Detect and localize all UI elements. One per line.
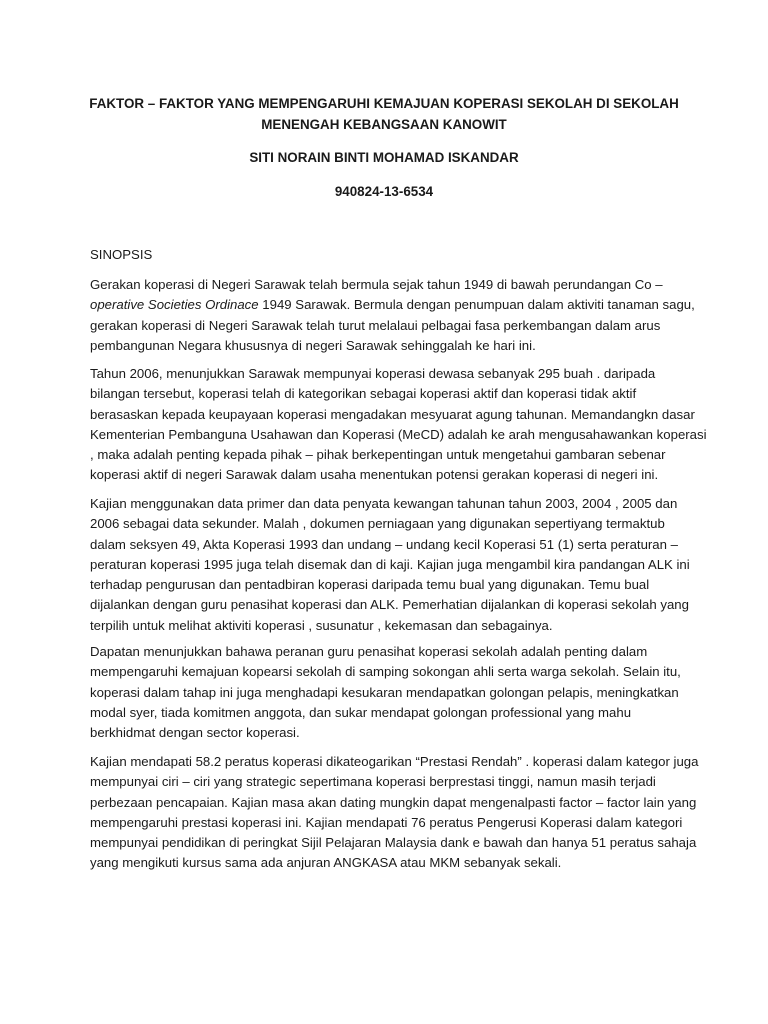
paragraph-line: berkhidmat dengan sector koperasi. <box>90 725 300 741</box>
paragraph-line-rest: 1949 Sarawak. Bermula dengan penumpuan dalam aktiviti tanaman sagu, <box>258 297 695 313</box>
paragraph-line: , maka adalah penting kepada pihak – pihak berkepentingan untuk mengetahui gambaran sebenar <box>90 447 666 463</box>
paragraph-line: Tahun 2006, menunjukkan Sarawak mempunyai koperasi dewasa sebanyak 295 buah . daripada <box>90 366 656 381</box>
paragraph-line: pembangunan Negara khususnya di negeri Sarawak sehinggalah ke hari ini. <box>90 337 536 353</box>
author-name: SITI NORAIN BINTI MOHAMAD ISKANDAR <box>249 150 519 165</box>
paragraph-line: berasaskan kepada keupayaan koperasi mengadakan mesyuarat agung tahunan. Memandangkn dasar <box>90 406 695 422</box>
section-heading: SINOPSIS <box>90 247 153 262</box>
paragraph-2 <box>90 364 707 486</box>
paragraph-line: peraturan koperasi 1995 juga telah disemak dan di kaji. Kajian juga mengambil kira pandangan ALK ini <box>90 556 690 572</box>
id-number: 940824-13-6534 <box>334 184 434 199</box>
paragraph-line: 2006 sebagai data sekunder. Malah , dokumen perniagaan yang digunakan sepertiyang termaktub <box>90 516 665 532</box>
paragraph-5 <box>90 752 699 874</box>
paragraph-line: mempunyai pendidikan di peringkat Sijil Pelajaran Malaysia dank e bawah dan hanya 51 peratus sahaja <box>90 835 697 851</box>
paragraph-line: gerakan koperasi di Negeri Sarawak telah turut melalaui pelbagai fasa perkembangan dalam arus <box>90 317 661 333</box>
paragraph-line: perbezaan pencapaian. Kajian masa akan dating mungkin dapat mengenalpasti factor – factor lain yang <box>90 794 697 810</box>
paragraph-line: Kajian mendapati 58.2 peratus koperasi dikateogarikan “Prestasi Rendah” . koperasi dalam kategor juga <box>90 754 699 769</box>
paragraph-line: bilangan tersebut, koperasi telah di kategorikan sebagai koperasi aktif dan koperasi tidak aktif <box>90 386 637 402</box>
paragraph-line: mempengaruhi prestasi koperasi ini. Kajian mendapati 76 peratus Pengerusi Koperasi dalam kategori <box>90 814 683 830</box>
paragraph-4 <box>90 642 690 743</box>
paragraph-line: modal syer, tiada komitmen anggota, dan sukar mendapat golongan professional yang mahu <box>90 704 632 720</box>
paragraph-1 <box>90 275 695 356</box>
title-line-2: MENENGAH KEBANGSAAN KANOWIT <box>261 117 507 132</box>
paragraph-3 <box>90 494 690 636</box>
document-title <box>60 93 708 135</box>
paragraph-line: mempengaruhi kemajuan kopearsi sekolah di samping sokongan ahli serta warga sekolah. Selain itu, <box>90 664 681 680</box>
paragraph-line: dijalankan dengan guru penasihat koperasi dan ALK. Pemerhatian dijalankan di koperasi sekolah yang <box>90 597 689 613</box>
title-line-1: FAKTOR – FAKTOR YANG MEMPENGARUHI KEMAJUAN KOPERASI SEKOLAH DI SEKOLAH <box>89 96 679 111</box>
paragraph-line: Kementerian Pembanguna Usahawan dan Koperasi (MeCD) adalah ke arah mengusahawankan koperasi <box>90 426 707 442</box>
paragraph-line: mempunyai ciri – ciri yang strategic sepertimana koperasi berprestasi tinggi, namun masih terjadi <box>90 774 656 790</box>
paragraph-line: Dapatan menunjukkan bahawa peranan guru penasihat koperasi sekolah adalah penting dalam <box>90 644 648 659</box>
paragraph-line: terpilih untuk melihat aktiviti koperasi , susunatur , kekemasan dan sebagainya. <box>90 617 553 633</box>
paragraph-line: koperasi aktif di negeri Sarawak dalam usaha menentukan potensi gerakan koperasi di negeri ini. <box>90 467 659 483</box>
paragraph-line: terhadap pengurusan dan pentadbiran koperasi daripada temu bual yang digunakan. Temu bual <box>90 577 650 593</box>
paragraph-line: yang mengikuti kursus sama ada anjuran ANGKASA atau MKM sebanyak sekali. <box>90 855 562 871</box>
paragraph-line: Kajian menggunakan data primer dan data penyata kewangan tahunan tahun 2003, 2004 , 2005 dan <box>90 496 678 511</box>
legal-name-italic: operative Societies Ordinace <box>90 297 259 313</box>
paragraph-line: koperasi dalam tahap ini juga menghadapi kesukaran mendapatkan golongan pelapis, meningkatkan <box>90 684 679 700</box>
paragraph-line: dalam seksyen 49, Akta Koperasi 1993 dan undang – undang kecil Koperasi 51 (1) serta peraturan – <box>90 536 678 552</box>
paragraph-line: Gerakan koperasi di Negeri Sarawak telah bermula sejak tahun 1949 di bawah perundangan Co – <box>90 277 663 292</box>
paragraph-line <box>90 295 695 315</box>
